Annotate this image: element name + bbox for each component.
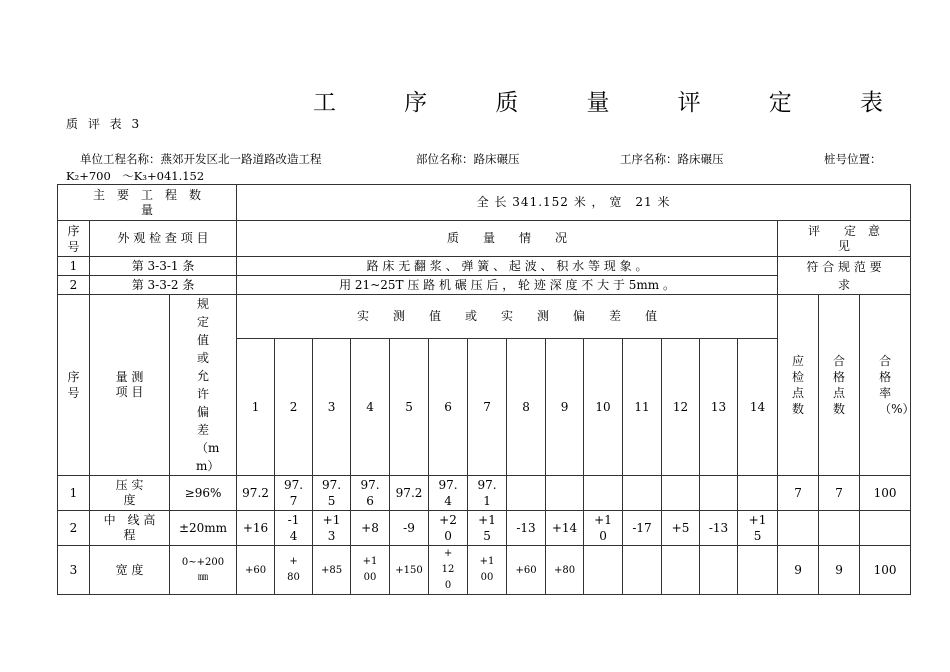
value-cell: +10 <box>584 511 623 546</box>
title-char: 量 <box>586 90 610 116</box>
value-cell: +120 <box>429 546 468 595</box>
seq-cell: 2 <box>58 276 90 295</box>
pass-points: 9 <box>819 546 860 595</box>
value-cell: +150 <box>390 546 429 595</box>
main-quantity-value: 全 长 341.152 米 ， 宽 21 米 <box>237 185 911 221</box>
seq-cell: 3 <box>58 546 90 595</box>
col-number: 6 <box>429 339 468 476</box>
value-cell: +13 <box>313 511 351 546</box>
tolerance-value: ≥96% <box>170 476 237 511</box>
title-char: 序 <box>404 90 428 116</box>
form-number: 质 评 表 3 <box>66 117 143 131</box>
unit-project-name: 单位工程名称：燕郊开发区北一路道路改造工程 <box>80 152 322 166</box>
tolerance-label: 规定值或允许偏差（mm） <box>170 295 237 476</box>
value-cell: -17 <box>623 511 662 546</box>
value-cell <box>507 476 546 511</box>
value-cell: +60 <box>237 546 275 595</box>
quality-table <box>57 184 915 595</box>
value-cell: +15 <box>468 511 507 546</box>
measure-item: 宽 度 <box>90 546 170 595</box>
measure-item: 中 线 高 程 <box>90 511 170 546</box>
value-cell: -13 <box>507 511 546 546</box>
seq-cell: 1 <box>58 476 90 511</box>
appearance-item: 第 3-3-2 条 <box>90 276 237 295</box>
quality-label: 质 量 情 况 <box>237 221 778 257</box>
value-cell <box>700 476 738 511</box>
col-number: 12 <box>662 339 700 476</box>
process-name: 工序名称：路床碾压 <box>620 152 724 166</box>
value-cell <box>584 476 623 511</box>
value-cell <box>584 546 623 595</box>
col-number: 8 <box>507 339 546 476</box>
pass-rate: 100 <box>860 476 911 511</box>
tolerance-value: 0~+200 ㎜ <box>170 546 237 595</box>
title-char: 定 <box>768 90 792 116</box>
appearance-condition: 路 床 无 翻 浆 、 弹 簧 、 起 波 、 积 水 等 现 象 。 <box>237 257 778 276</box>
table-row <box>58 511 911 546</box>
check-points: 9 <box>778 546 819 595</box>
check-points-label: 应检点数 <box>778 295 819 476</box>
value-cell: +100 <box>351 546 390 595</box>
value-cell: +14 <box>546 511 584 546</box>
value-cell <box>662 476 700 511</box>
pass-rate-label: 合格率（%） <box>860 295 911 476</box>
value-cell <box>738 476 778 511</box>
measure-item-label: 量 测 项 目 <box>90 295 170 476</box>
value-cell: +100 <box>468 546 507 595</box>
value-cell: 97.2 <box>237 476 275 511</box>
value-cell: 97.6 <box>351 476 390 511</box>
value-cell: +60 <box>507 546 546 595</box>
value-cell <box>546 476 584 511</box>
table-row <box>58 295 911 339</box>
value-cell: +15 <box>738 511 778 546</box>
title-char: 工 <box>313 90 336 116</box>
value-cell <box>738 546 778 595</box>
value-cell: +85 <box>313 546 351 595</box>
part-name: 部位名称：路床碾压 <box>416 152 520 166</box>
value-cell: 97.5 <box>313 476 351 511</box>
col-number: 9 <box>546 339 584 476</box>
check-points: 7 <box>778 476 819 511</box>
main-quantity-label: 主 要 工 程 数 量 <box>58 185 237 221</box>
evaluation-label: 评 定 意 见 <box>778 221 911 257</box>
pass-points: 7 <box>819 476 860 511</box>
pass-points-label: 合格点数 <box>819 295 860 476</box>
value-cell: +16 <box>237 511 275 546</box>
table-row <box>58 185 911 221</box>
value-cell: +80 <box>546 546 584 595</box>
col-number: 14 <box>738 339 778 476</box>
station-value: K₂+700 ～K₃+041.152 <box>66 169 205 183</box>
check-points <box>778 511 819 546</box>
col-number: 10 <box>584 339 623 476</box>
value-cell: 97.1 <box>468 476 507 511</box>
measured-label: 实 测 值 或 实 测 偏 差 值 <box>237 295 778 339</box>
col-number: 3 <box>313 339 351 476</box>
title-char: 评 <box>677 90 701 116</box>
seq-cell: 2 <box>58 511 90 546</box>
appearance-label: 外 观 检 查 项 目 <box>90 221 237 257</box>
value-cell <box>662 546 700 595</box>
value-cell: +20 <box>429 511 468 546</box>
value-cell: 97.7 <box>275 476 313 511</box>
table-row <box>58 546 911 595</box>
value-cell: -13 <box>700 511 738 546</box>
pass-rate: 100 <box>860 546 911 595</box>
value-cell: 97.4 <box>429 476 468 511</box>
measure-item: 压 实 度 <box>90 476 170 511</box>
table-row <box>58 221 911 257</box>
value-cell: +80 <box>275 546 313 595</box>
title-char: 表 <box>859 90 883 116</box>
col-number: 11 <box>623 339 662 476</box>
seq-cell: 1 <box>58 257 90 276</box>
seq-label: 序号 <box>58 221 90 257</box>
value-cell <box>700 546 738 595</box>
col-number: 2 <box>275 339 313 476</box>
value-cell <box>623 476 662 511</box>
page-title <box>313 84 883 114</box>
table-row <box>58 257 911 276</box>
seq-label: 序号 <box>58 295 90 476</box>
value-cell: 97.2 <box>390 476 429 511</box>
value-cell: +5 <box>662 511 700 546</box>
value-cell <box>623 546 662 595</box>
tolerance-value: ±20mm <box>170 511 237 546</box>
col-number: 5 <box>390 339 429 476</box>
table-row <box>58 476 911 511</box>
appearance-item: 第 3-3-1 条 <box>90 257 237 276</box>
col-number: 4 <box>351 339 390 476</box>
appearance-condition: 用 21~25T 压 路 机 碾 压 后 ， 轮 迹 深 度 不 大 于 5mm 。 <box>237 276 778 295</box>
station-label: 桩号位置： <box>824 152 882 166</box>
pass-points <box>819 511 860 546</box>
title-char: 质 <box>495 90 519 116</box>
col-number: 13 <box>700 339 738 476</box>
value-cell: -14 <box>275 511 313 546</box>
col-number: 1 <box>237 339 275 476</box>
col-number: 7 <box>468 339 507 476</box>
value-cell: +8 <box>351 511 390 546</box>
evaluation-text: 符 合 规 范 要 求 <box>778 257 911 295</box>
pass-rate <box>860 511 911 546</box>
value-cell: -9 <box>390 511 429 546</box>
